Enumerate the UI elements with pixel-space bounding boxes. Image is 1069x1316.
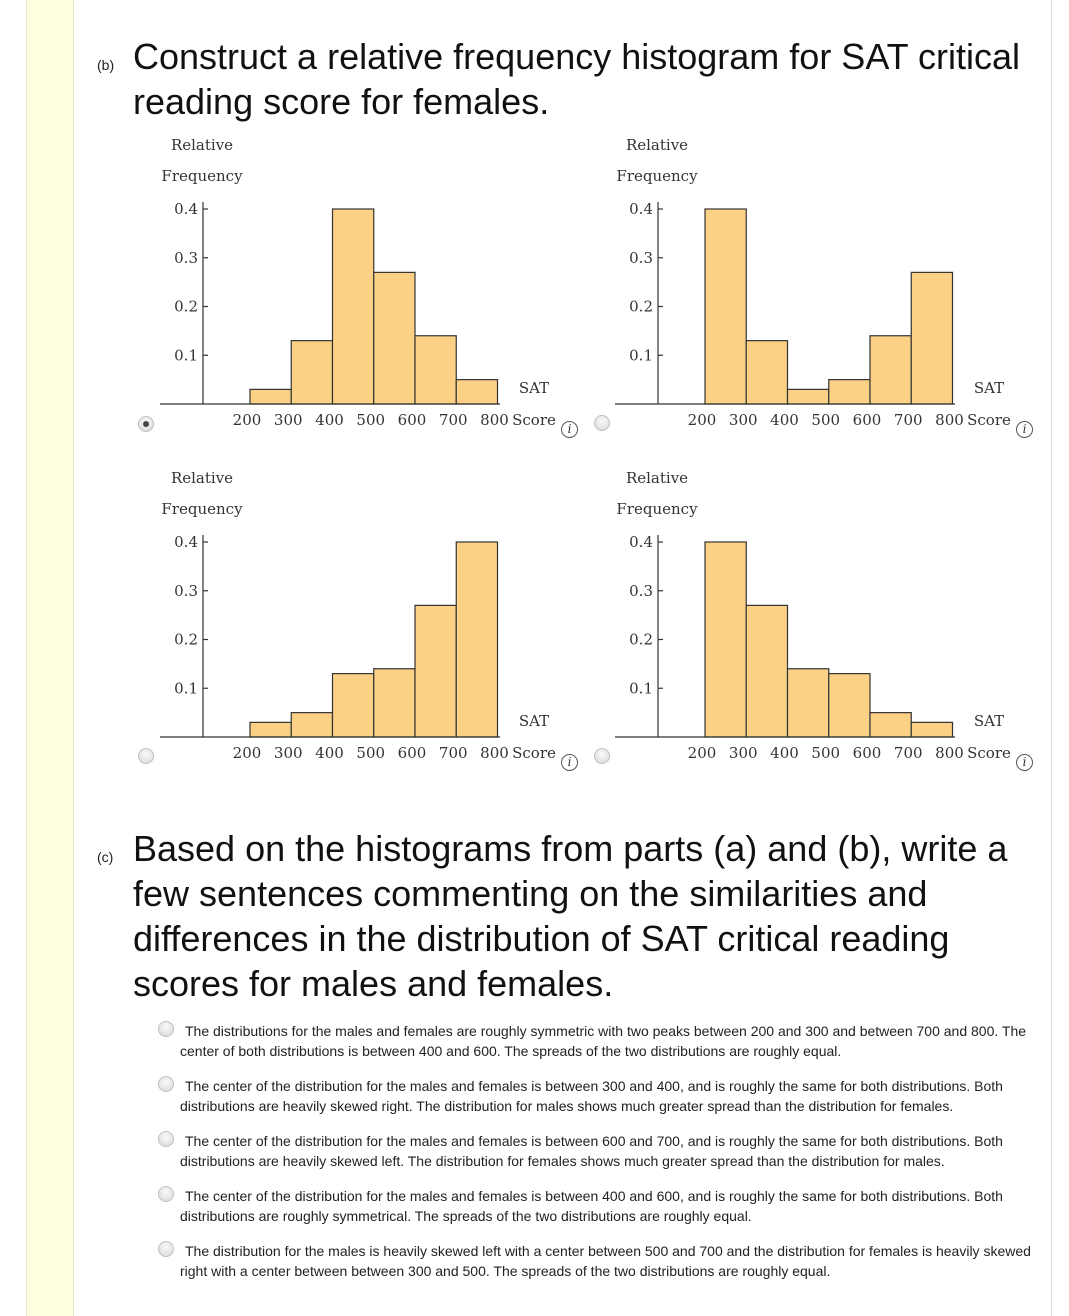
y-axis-label: Relative [625,469,689,487]
x-axis-label: SAT [973,712,1005,730]
answer-option-5-text: The distribution for the males is heavily skewed left with a center between 500 and 700 and the distribution for females is heavily skewed right with a center between between 300 and 500. The spreads of the two distributions are roughly equal. [180,1243,1031,1279]
answer-option-3-radio[interactable] [158,1131,174,1147]
answer-option-5-radio[interactable] [158,1241,174,1257]
x-tick-label: 800 [935,411,964,429]
histogram-bar [705,209,746,404]
answer-option-2-radio[interactable] [158,1076,174,1092]
histogram-bar [911,722,952,737]
histogram-bar [746,605,787,737]
histogram-bar [870,336,911,404]
x-axis-label: Score [512,411,556,429]
histogram-bar [333,209,374,404]
x-axis-label: Score [512,744,556,762]
x-tick-label: 300 [273,744,303,762]
y-tick-label: 0.3 [174,581,198,600]
y-axis-label: Frequency [616,500,698,518]
y-tick-label: 0.2 [174,630,198,649]
y-tick-label: 0.1 [629,346,653,365]
x-tick-label: 500 [811,411,841,429]
x-tick-label: 500 [356,744,386,762]
y-tick-label: 0.4 [629,533,653,551]
y-tick-label: 0.2 [629,630,653,649]
histogram-bar [415,336,456,404]
x-tick-label: 700 [893,744,923,762]
x-tick-label: 700 [438,744,468,762]
histogram-bar [829,674,870,737]
x-tick-label: 500 [811,744,841,762]
x-tick-label: 600 [397,411,427,429]
info-icon[interactable]: i [561,754,578,771]
histogram-bar [788,389,829,404]
part-c-question: Based on the histograms from parts (a) and (b), write a few sentences commenting on the similarities and differences in the distribution of SAT critical reading scores for males and females. [133,828,1008,1004]
histogram-bar [911,272,952,404]
y-tick-label: 0.3 [174,248,198,267]
x-axis-label: Score [967,411,1011,429]
histogram-bar [374,669,415,737]
right-border [1051,0,1052,1316]
x-tick-label: 200 [687,744,717,762]
y-axis-label: Frequency [161,167,243,185]
y-axis-label: Relative [625,136,689,154]
left-margin-strip [26,0,74,1316]
x-tick-label: 200 [232,411,262,429]
histogram-bar [746,341,787,404]
histogram-option-d-chart [605,463,1025,763]
histogram-bar [415,605,456,737]
x-tick-label: 700 [893,411,923,429]
part-c-label: (c) [97,849,114,865]
x-tick-label: 500 [356,411,386,429]
x-tick-label: 800 [480,744,509,762]
x-tick-label: 400 [770,744,799,762]
x-axis-label: SAT [973,379,1005,397]
histogram-bar [250,389,291,404]
info-icon[interactable]: i [1016,421,1033,438]
histogram-bar [829,380,870,404]
x-tick-label: 300 [273,411,303,429]
x-tick-label: 200 [687,411,717,429]
x-tick-label: 600 [397,744,427,762]
answer-option-2-text: The center of the distribution for the males and females is between 300 and 400, and is roughly the same for both distributions. Both distributions are heavily skewed right. The distribution for males shows much greater spread than the distribution for females. [180,1078,1003,1114]
x-axis-label: SAT [518,379,550,397]
part-b-label: (b) [97,57,115,73]
histogram-bar [374,272,415,404]
x-tick-label: 800 [935,744,964,762]
y-tick-label: 0.1 [174,679,198,698]
histogram-bar [705,542,746,737]
answer-option-1-text: The distributions for the males and females are roughly symmetric with two peaks between 200 and 300 and between 700 and 800. The center of both distributions is between 400 and 600. The spreads of the two distributions are roughly equal. [180,1023,1027,1059]
answer-option-4-radio[interactable] [158,1186,174,1202]
y-tick-label: 0.2 [174,297,198,316]
y-tick-label: 0.4 [174,200,198,218]
histogram-option-a-chart [150,130,570,430]
x-tick-label: 600 [852,744,882,762]
answer-option-1-radio[interactable] [158,1021,174,1037]
histogram-bar [291,341,332,404]
y-tick-label: 0.1 [629,679,653,698]
x-tick-label: 400 [315,744,344,762]
histogram-bar [333,674,374,737]
x-axis-label: Score [967,744,1011,762]
histogram-bar [291,713,332,737]
histogram-bar [456,380,497,404]
y-tick-label: 0.2 [629,297,653,316]
part-b-question: Construct a relative frequency histogram for SAT critical reading score for females. [133,36,1021,122]
y-tick-label: 0.3 [629,248,653,267]
y-tick-label: 0.1 [174,346,198,365]
x-tick-label: 400 [770,411,799,429]
x-tick-label: 600 [852,411,882,429]
y-axis-label: Relative [170,136,234,154]
x-tick-label: 800 [480,411,509,429]
x-tick-label: 700 [438,411,468,429]
x-tick-label: 200 [232,744,262,762]
histogram-bar [250,722,291,737]
histogram-bar [456,542,497,737]
y-tick-label: 0.4 [629,200,653,218]
y-axis-label: Frequency [161,500,243,518]
y-tick-label: 0.3 [629,581,653,600]
y-axis-label: Relative [170,469,234,487]
y-axis-label: Frequency [616,167,698,185]
histogram-bar [870,713,911,737]
x-tick-label: 300 [728,744,758,762]
x-axis-label: SAT [518,712,550,730]
info-icon[interactable]: i [1016,754,1033,771]
histogram-option-c-chart [150,463,570,763]
info-icon[interactable]: i [561,421,578,438]
x-tick-label: 400 [315,411,344,429]
answer-option-4-text: The center of the distribution for the males and females is between 400 and 600, and is roughly the same for both distributions. Both distributions are roughly symmetrical. The spreads of the two distributions are roughly equal. [180,1188,1003,1224]
histogram-bar [788,669,829,737]
answer-option-3-text: The center of the distribution for the males and females is between 600 and 700, and is roughly the same for both distributions. Both distributions are heavily skewed left. The distribution for females shows much greater spread than the distribution for males. [180,1133,1003,1169]
histogram-option-b-chart [605,130,1025,430]
x-tick-label: 300 [728,411,758,429]
y-tick-label: 0.4 [174,533,198,551]
